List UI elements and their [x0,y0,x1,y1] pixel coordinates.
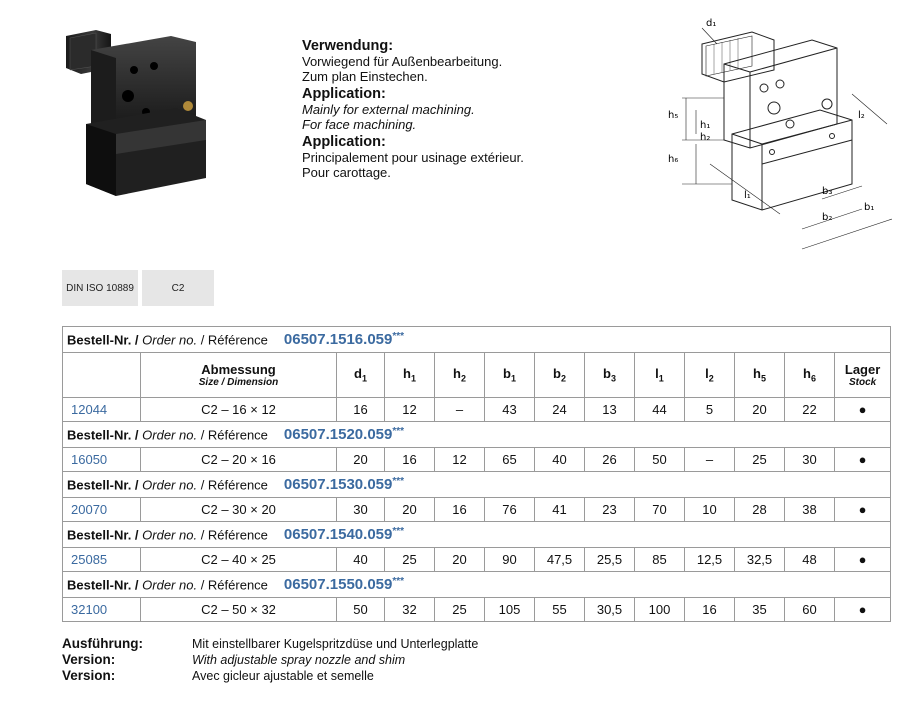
order-label-en: Order no. [142,577,198,593]
article-code: 32100 [63,598,141,622]
value-cell: 30,5 [585,598,635,622]
value-cell: 32,5 [735,548,785,572]
value-cell: 85 [635,548,685,572]
value-cell: 10 [685,498,735,522]
usage-heading: Application: [302,134,386,150]
value-cell: 16 [435,498,485,522]
usage-heading: Application: [302,86,386,102]
version-text: Mit einstellbarer Kugelspritzdüse und Unterlegplatte [192,637,479,651]
technical-drawing [662,14,892,264]
stock-indicator: ● [835,498,891,522]
usage-fr [302,134,662,180]
order-sep: / [131,527,143,543]
version-text: Avec gicleur ajustable et semelle [192,669,374,683]
header-col-base: h [803,366,811,382]
value-cell: 22 [785,398,835,422]
usage-line: For face machining. [302,117,417,132]
table-row[interactable] [63,548,891,572]
usage-line: Mainly for external machining. [302,102,475,117]
value-cell: – [435,398,485,422]
table-row[interactable] [63,498,891,522]
header-col-base: h [403,366,411,382]
label-h2: h₂ [700,132,711,143]
header-col-sub: 1 [510,373,516,384]
value-cell: 12 [435,448,485,472]
order-label-en: Order no. [142,477,198,493]
order-label-fr: Référence [207,332,268,348]
order-sep: / [131,477,143,493]
label-b1: b₁ [864,202,875,213]
label-d1: d₁ [706,18,717,29]
header-col-base: h [753,366,761,382]
order-sep: / [131,577,143,593]
order-label-de: Bestell-Nr. [67,527,132,543]
order-sep: / [131,332,143,348]
order-number: 06507.1550.059 [283,576,393,594]
label-b2: b₂ [822,212,833,223]
header-col [635,353,685,398]
order-label-fr: Référence [207,427,268,443]
header-col [535,353,585,398]
order-label-en: Order no. [142,527,198,543]
value-cell: 13 [585,398,635,422]
usage-line: Zum plan Einstechen. [302,69,428,84]
header-lager [835,353,891,398]
header-row [63,353,891,398]
version-section [62,636,478,684]
header-col-base: l [655,366,659,382]
value-cell: 25 [735,448,785,472]
value-cell: 24 [535,398,585,422]
order-suffix: *** [392,425,405,437]
value-cell: 50 [337,598,385,622]
standard-info [62,270,214,306]
order-row [63,522,891,548]
header-col-base: h [453,366,461,382]
version-label: Version: [62,668,116,683]
value-cell: 76 [485,498,535,522]
label-l2: l₂ [858,110,865,121]
usage-line: Vorwiegend für Außenbearbeitung. [302,54,503,69]
size-cell: C2 – 30 × 20 [141,498,337,522]
header-col [585,353,635,398]
header-col [435,353,485,398]
stock-indicator: ● [835,398,891,422]
order-number: 06507.1516.059 [283,331,393,349]
value-cell: 50 [635,448,685,472]
header-col-sub: 1 [658,373,664,384]
order-cell [63,522,891,548]
value-cell: 41 [535,498,585,522]
header-col-base: d [354,366,362,382]
value-cell: 48 [785,548,835,572]
label-h5: h₅ [668,110,679,121]
order-label-de: Bestell-Nr. [67,332,132,348]
table-row[interactable] [63,398,891,422]
order-cell [63,572,891,598]
header-col-base: b [503,366,511,382]
value-cell: 20 [435,548,485,572]
value-cell: 35 [735,598,785,622]
order-label-fr: Référence [207,527,268,543]
header-col [337,353,385,398]
article-code: 16050 [63,448,141,472]
value-cell: 100 [635,598,685,622]
article-code: 25085 [63,548,141,572]
article-code: 20070 [63,498,141,522]
header-code [63,353,141,398]
value-cell: 23 [585,498,635,522]
order-label-fr: Référence [207,477,268,493]
order-suffix: *** [392,575,405,587]
header-col-sub: 5 [760,373,766,384]
value-cell: 25 [435,598,485,622]
header-col-sub: 6 [810,373,816,384]
header-col [485,353,535,398]
header-col [685,353,735,398]
header-col [385,353,435,398]
header-col-base: b [553,366,561,382]
header-col-sub: 1 [361,373,367,384]
value-cell: 16 [385,448,435,472]
order-suffix: *** [392,525,405,537]
usage-en [302,86,662,132]
value-cell: 30 [337,498,385,522]
order-cell [63,327,891,353]
value-cell: 105 [485,598,535,622]
value-cell: 12 [385,398,435,422]
header-abmessung: Abmessung [201,362,276,377]
value-cell: 43 [485,398,535,422]
value-cell: 16 [337,398,385,422]
header-col-sub: 2 [708,373,714,384]
order-number: 06507.1540.059 [283,526,393,544]
header-col-sub: 1 [410,373,416,384]
table-row[interactable] [63,448,891,472]
value-cell: 30 [785,448,835,472]
label-h6: h₆ [668,154,679,165]
table-row[interactable] [63,598,891,622]
header-col-sub: 2 [460,373,466,384]
order-suffix: *** [392,475,405,487]
value-cell: 55 [535,598,585,622]
value-cell: 16 [685,598,735,622]
order-label-de: Bestell-Nr. [67,477,132,493]
header-col-sub: 3 [610,373,616,384]
order-number: 06507.1520.059 [283,426,393,444]
value-cell: 40 [337,548,385,572]
label-l1: l₁ [744,190,751,201]
order-row [63,572,891,598]
usage-de [302,38,662,84]
header-col [785,353,835,398]
stock-indicator: ● [835,448,891,472]
header-size-dimension: Size / Dimension [198,377,279,388]
value-cell: 90 [485,548,535,572]
value-cell: 40 [535,448,585,472]
order-label-en: Order no. [142,332,198,348]
value-cell: 28 [735,498,785,522]
version-row [62,636,478,652]
order-number: 06507.1530.059 [283,476,393,494]
value-cell: 25,5 [585,548,635,572]
value-cell: 12,5 [685,548,735,572]
value-cell: 26 [585,448,635,472]
value-cell: 70 [635,498,685,522]
usage-line: Principalement pour usinage extérieur. [302,150,524,165]
version-label: Ausführung: [62,636,143,651]
order-label-de: Bestell-Nr. [67,427,132,443]
version-row [62,668,478,684]
order-label-fr: Référence [207,577,268,593]
header-col-base: l [705,366,709,382]
value-cell: 5 [685,398,735,422]
value-cell: 20 [385,498,435,522]
order-label-de: Bestell-Nr. [67,577,132,593]
value-cell: 32 [385,598,435,622]
order-row [63,422,891,448]
value-cell: 25 [385,548,435,572]
standard-norm: DIN ISO 10889 [62,270,138,306]
spec-table-body [63,327,891,622]
value-cell: – [685,448,735,472]
article-code: 12044 [63,398,141,422]
order-row [63,472,891,498]
usage-section [302,38,662,182]
header-col-base: b [603,366,611,382]
spec-table [62,326,891,622]
order-sep: / [197,527,208,543]
standard-type: C2 [142,270,214,306]
version-text: With adjustable spray nozzle and shim [192,653,406,667]
value-cell: 44 [635,398,685,422]
order-sep: / [197,577,208,593]
order-sep: / [131,427,143,443]
stock-indicator: ● [835,598,891,622]
order-sep: / [197,332,208,348]
usage-heading: Verwendung: [302,38,394,54]
value-cell: 20 [735,398,785,422]
size-cell: C2 – 20 × 16 [141,448,337,472]
version-label: Version: [62,652,116,667]
value-cell: 38 [785,498,835,522]
header-col [735,353,785,398]
size-cell: C2 – 16 × 12 [141,398,337,422]
value-cell: 60 [785,598,835,622]
label-h1: h₁ [700,120,711,131]
value-cell: 65 [485,448,535,472]
value-cell: 47,5 [535,548,585,572]
order-label-en: Order no. [142,427,198,443]
order-suffix: *** [392,330,405,342]
value-cell: 20 [337,448,385,472]
order-cell [63,422,891,448]
header-col-sub: 2 [560,373,566,384]
header-stock: Stock [848,377,877,388]
order-cell [63,472,891,498]
order-row [63,327,891,353]
usage-line: Pour carottage. [302,165,391,180]
size-cell: C2 – 40 × 25 [141,548,337,572]
product-photo [56,28,216,208]
version-row [62,652,478,668]
stock-indicator: ● [835,548,891,572]
header-lager-title: Lager [844,362,881,377]
order-sep: / [197,427,208,443]
size-cell: C2 – 50 × 32 [141,598,337,622]
order-sep: / [197,477,208,493]
label-b3: b₃ [822,186,833,197]
header-dimension [141,353,337,398]
